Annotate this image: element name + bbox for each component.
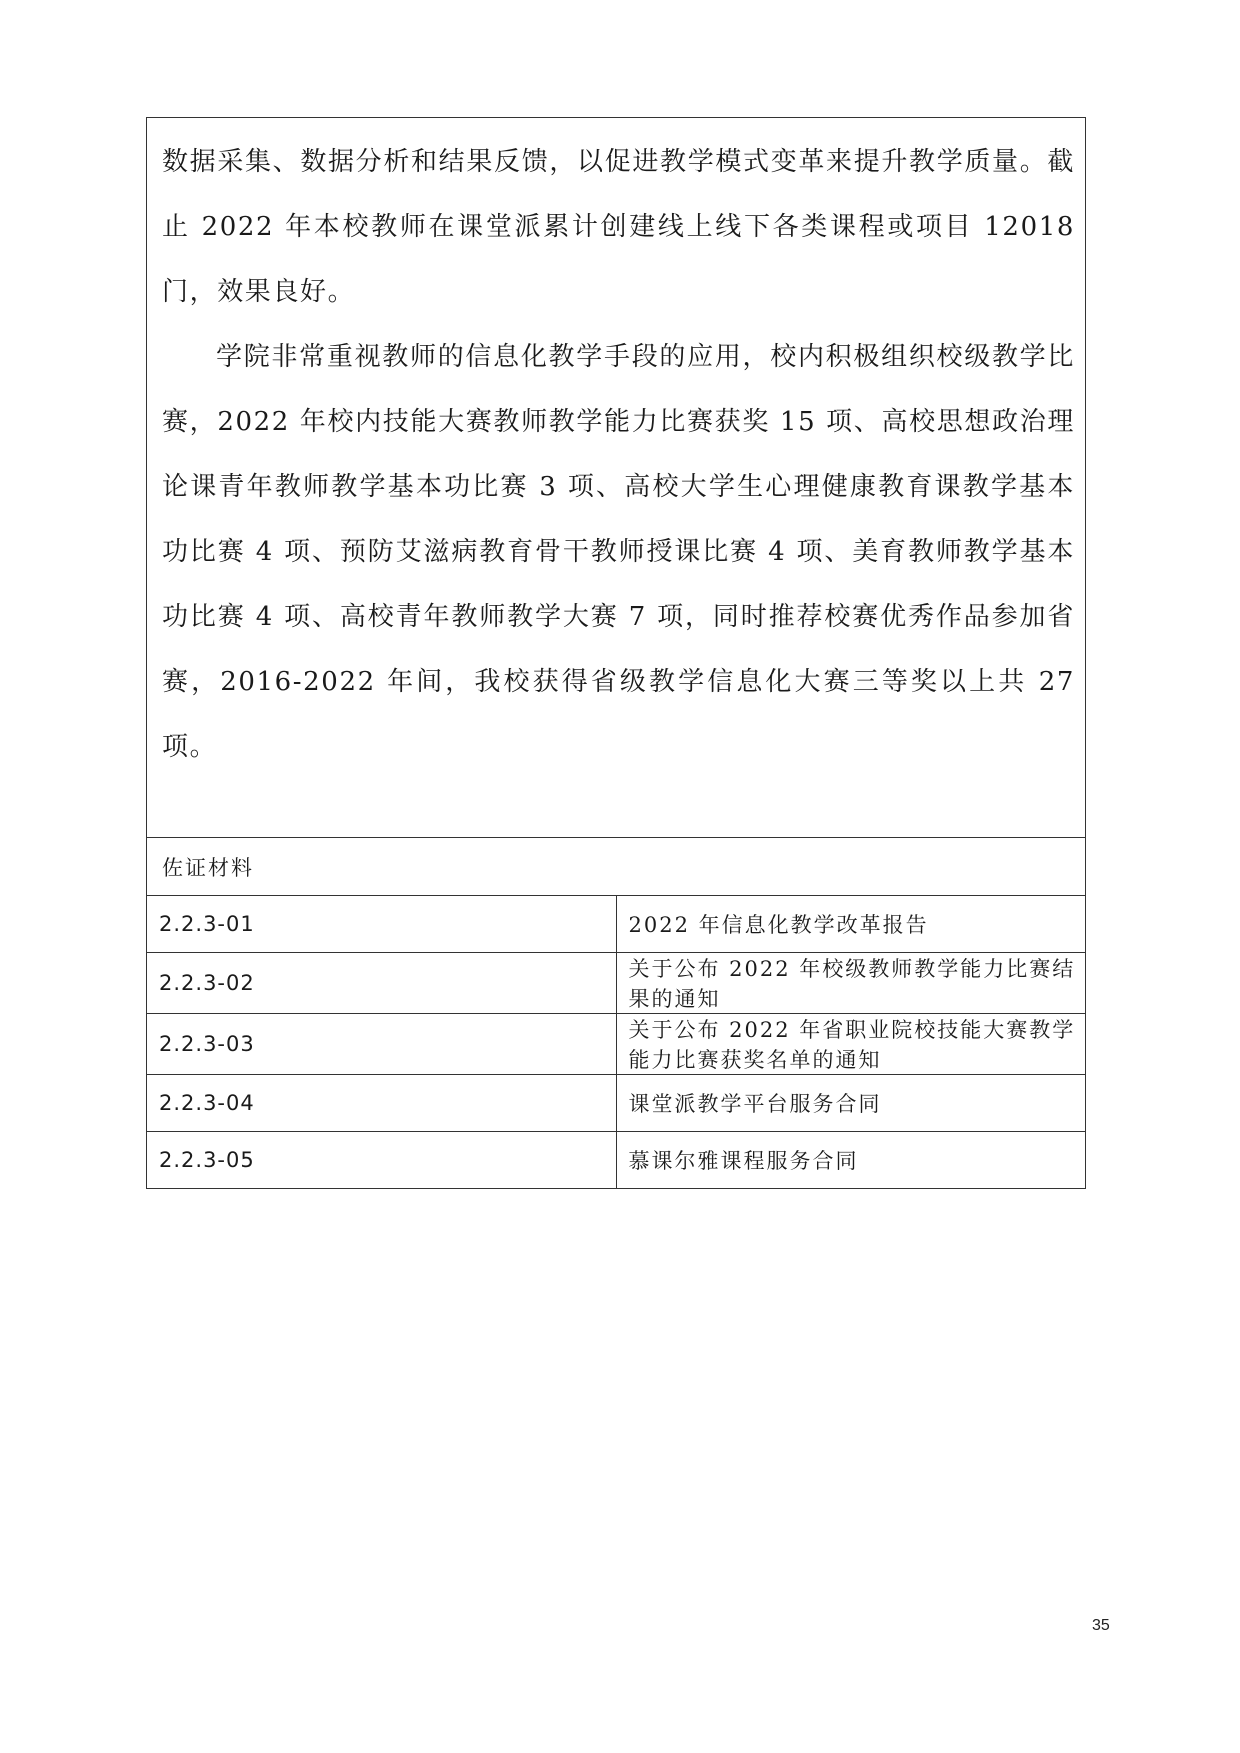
evidence-code: 2.2.3-04 — [147, 1075, 617, 1132]
table-row — [147, 896, 1086, 953]
body-row — [147, 118, 1086, 838]
evidence-title: 2022 年信息化教学改革报告 — [616, 896, 1086, 953]
evidence-title: 关于公布 2022 年省职业院校技能大赛教学能力比赛获奖名单的通知 — [616, 1014, 1086, 1075]
table-row — [147, 953, 1086, 1014]
evidence-code: 2.2.3-05 — [147, 1132, 617, 1189]
table-row — [147, 1075, 1086, 1132]
evidence-code: 2.2.3-01 — [147, 896, 617, 953]
evidence-code: 2.2.3-03 — [147, 1014, 617, 1075]
evidence-label: 佐证材料 — [147, 838, 1086, 896]
body-text-cell — [147, 118, 1086, 838]
paragraph-2: 学院非常重视教师的信息化教学手段的应用，校内积极组织校级教学比赛，2022 年校内技能大赛教师教学能力比赛获奖 15 项、高校思想政治理论课青年教师教学基本功比赛 3 项、高校大学生心理健康教育课教学基本功比赛 4 项、预防艾滋病教育骨干教师授课比赛 4 项、美育教师教学基本功比赛 4 项、高校青年教师教学大赛 7 项，同时推荐校赛优秀作品参加省赛，2016-2022 年间，我校获得省级教学信息化大赛三等奖以上共 27 项。 — [162, 342, 1075, 762]
evidence-label-row — [147, 838, 1086, 896]
evidence-table — [146, 117, 1086, 1189]
evidence-title: 慕课尔雅课程服务合同 — [616, 1132, 1086, 1189]
table-row — [147, 1132, 1086, 1189]
table-row — [147, 1014, 1086, 1075]
page-number: 35 — [1092, 1617, 1110, 1634]
evidence-title: 课堂派教学平台服务合同 — [616, 1075, 1086, 1132]
paragraph-1: 数据采集、数据分析和结果反馈，以促进教学模式变革来提升教学质量。截止 2022 年本校教师在课堂派累计创建线上线下各类课程或项目 12018 门，效果良好。 — [162, 147, 1075, 307]
evidence-title: 关于公布 2022 年校级教师教学能力比赛结果的通知 — [616, 953, 1086, 1014]
evidence-code: 2.2.3-02 — [147, 953, 617, 1014]
